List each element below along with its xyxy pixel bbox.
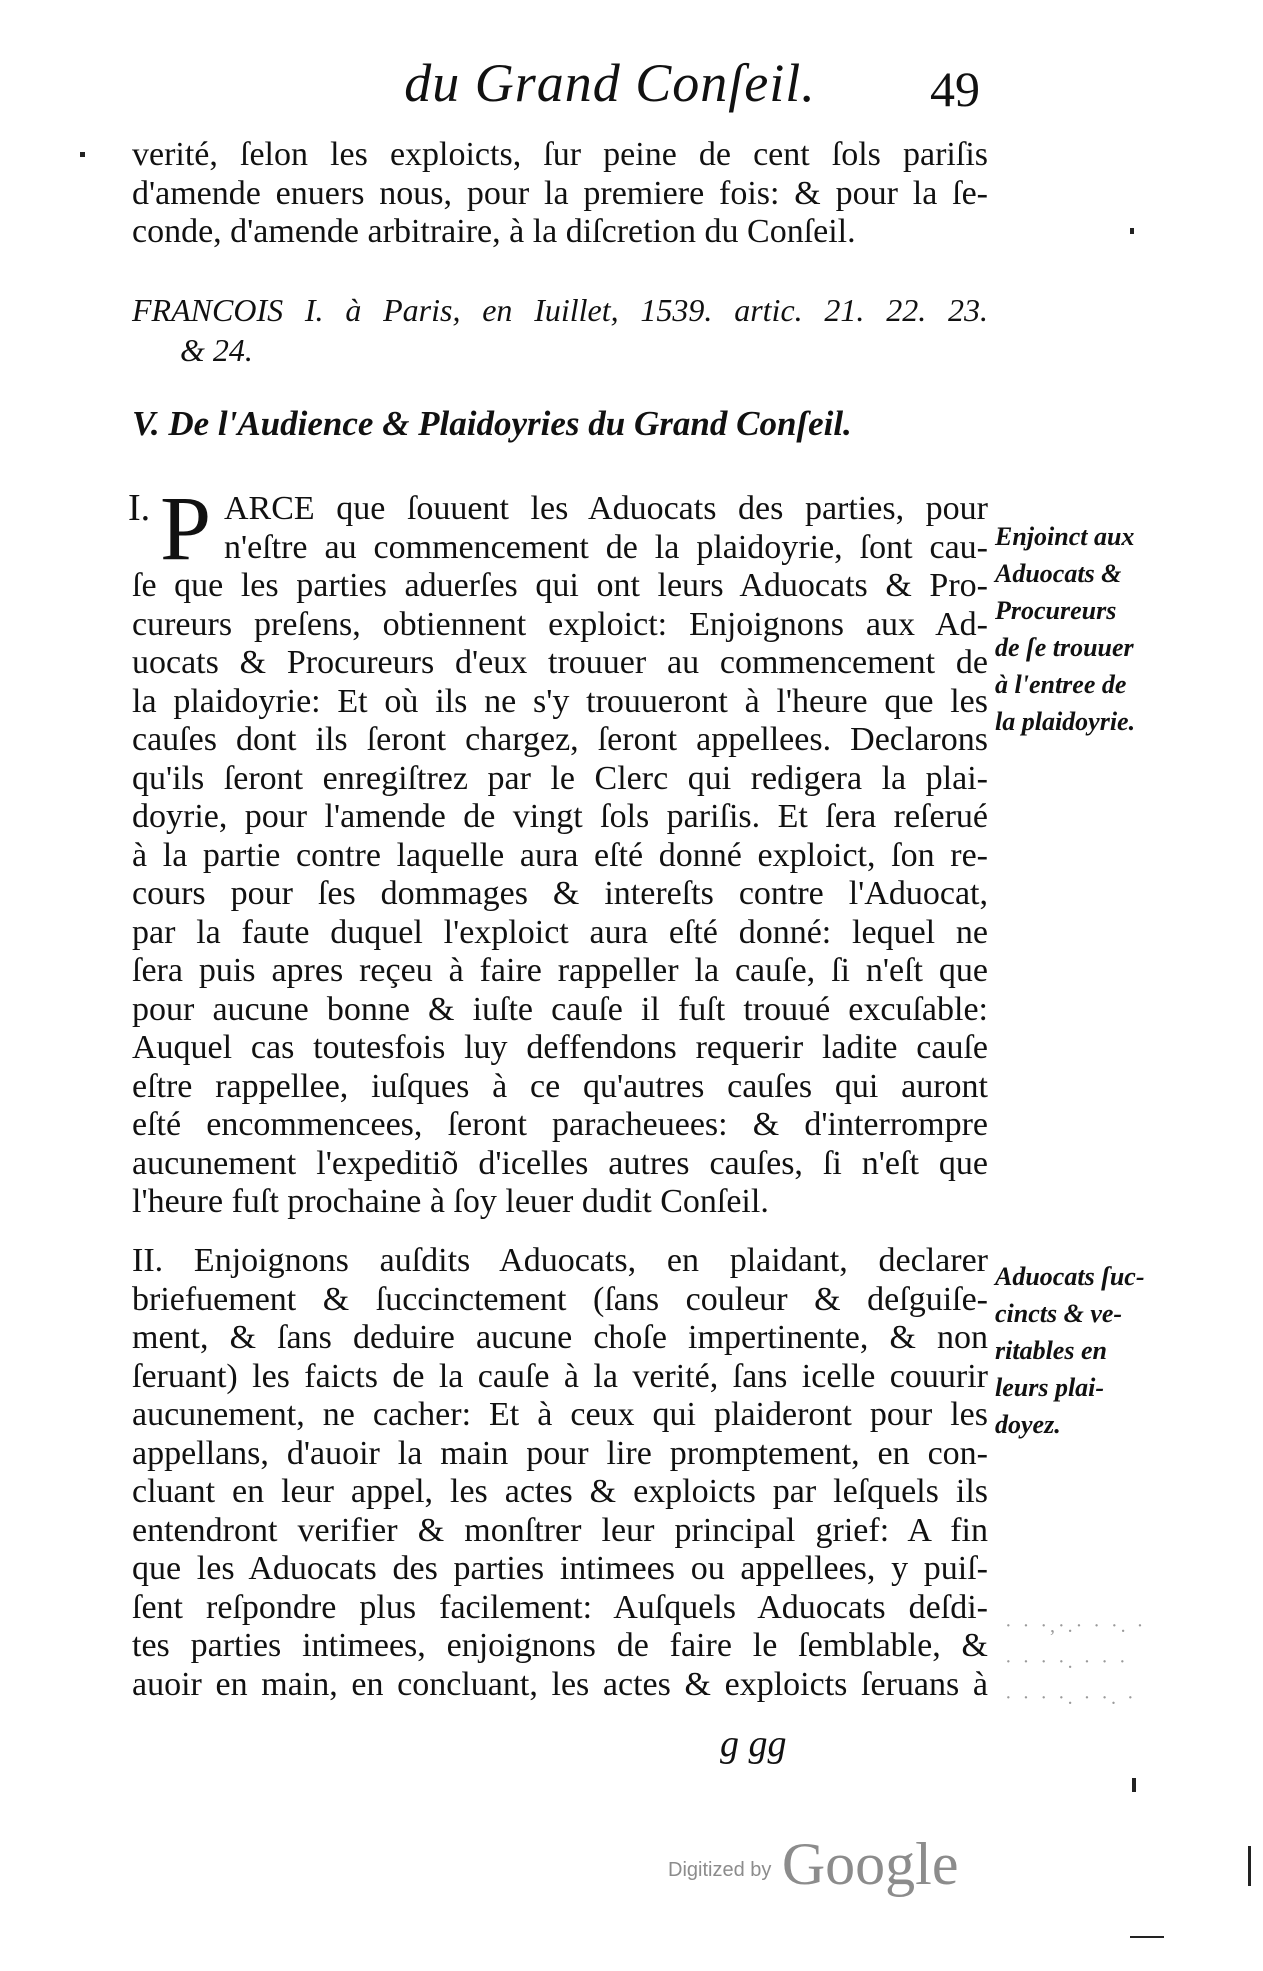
google-logo: Google xyxy=(781,1831,959,1897)
margin-note-line: Aduocats & xyxy=(995,559,1122,588)
text-line: à la partie contre laquelle aura eſté donné exploict, ſon re- xyxy=(132,836,988,874)
article-2 xyxy=(132,1242,988,1704)
text-line: Auquel cas toutesfois luy deffendons requerir ladite cauſe xyxy=(132,1029,988,1066)
citation-line: FRANCOIS I. à Paris, en Iuillet, 1539. artic. 21. 22. 23. xyxy=(132,292,988,328)
text-line: eſté encommencees, ſeront paracheuees: & d'interrompre xyxy=(132,1106,988,1143)
drop-cap: P xyxy=(160,477,212,579)
text-line: verité, ſelon les exploicts, ſur peine de cent ſols pariſis xyxy=(132,136,988,173)
text-line: ſeruant) les faicts de la cauſe à la verité, ſans icelle couurir xyxy=(132,1357,988,1395)
text-line: cureurs preſens, obtiennent exploict: Enjoignons aux Ad- xyxy=(132,605,988,643)
margin-note-line: cincts & ve- xyxy=(995,1299,1123,1328)
text-line: ment, & ſans deduire aucune choſe impertinente, & non xyxy=(132,1319,988,1356)
text-line: cluant en leur appel, les actes & exploicts par leſquels ils xyxy=(132,1473,988,1510)
margin-note-line: Enjoinct aux xyxy=(995,522,1135,551)
text-line: entendront verifier & monſtrer leur principal grief: A fin xyxy=(132,1511,988,1549)
digitized-watermark xyxy=(668,1830,958,1899)
text-line: aucunement l'expeditiõ d'icelles autres cauſes, ſi n'eſt que xyxy=(132,1144,988,1182)
margin-speck xyxy=(80,152,85,157)
text-line: appellans, d'auoir la main pour lire promptement, en con- xyxy=(132,1434,988,1472)
text-line: II. Enjoignons auſdits Aduocats, en plaidant, declarer xyxy=(132,1242,988,1279)
section-heading: V. De l'Audience & Plaidoyries du Grand Conſeil. xyxy=(132,404,852,443)
margin-note-pleadings xyxy=(995,1258,1175,1443)
text-line: ARCE que ſouuent les Aduocats des parties, pour xyxy=(224,490,988,527)
faded-bleed-through: · · ·,·.· · ·. · · · · ·. · · · · · · ·. · ·. · xyxy=(1005,1615,1147,1709)
margin-speck xyxy=(1130,228,1134,234)
text-line: qu'ils ſeront enregiſtrez par le Clerc qui redigera la plai- xyxy=(132,759,988,797)
text-line: ſe que les parties aduerſes qui ont leurs Aduocats & Pro- xyxy=(132,567,988,604)
text-line: conde, d'amende arbitraire, à la diſcretion du Conſeil. xyxy=(132,213,856,250)
page-number: 49 xyxy=(930,61,980,117)
margin-note-line: à l'entree de xyxy=(995,670,1127,699)
article-number: I. xyxy=(128,487,151,529)
margin-note-line: Aduocats ſuc- xyxy=(995,1262,1145,1291)
text-line: l'heure fuſt prochaine à ſoy leuer dudit Conſeil. xyxy=(132,1183,769,1220)
text-line: d'amende enuers nous, pour la premiere fois: & pour la ſe- xyxy=(132,174,988,212)
text-line: pour aucune bonne & iuſte cauſe il fuſt trouué excuſable: xyxy=(132,990,988,1028)
margin-speck xyxy=(1248,1846,1251,1886)
margin-note-line: de ſe trouuer xyxy=(995,633,1134,662)
article-1 xyxy=(132,477,988,1222)
text-line: ſent reſpondre plus facilement: Auſquels Aduocats deſdi- xyxy=(132,1588,988,1626)
text-line: aucunement, ne cacher: Et à ceux qui plaideront pour les xyxy=(132,1396,988,1433)
text-line: auoir en main, en concluant, les actes & exploicts ſeruans à xyxy=(132,1665,988,1703)
margin-note-attendance xyxy=(995,518,1175,740)
margin-speck xyxy=(1132,1778,1136,1792)
text-line: ſera puis apres reçeu à faire rappeller la cauſe, ſi n'eſt que xyxy=(132,952,988,989)
text-line: eſtre rappellee, iuſques à ce qu'autres cauſes qui auront xyxy=(132,1067,988,1105)
margin-note-line: la plaidoyrie. xyxy=(995,707,1136,736)
margin-speck xyxy=(1130,1936,1164,1938)
text-line: cauſes dont ils ſeront chargez, ſeront appellees. Declarons xyxy=(132,721,988,758)
text-line: par la faute duquel l'exploict aura eſté donné: lequel ne xyxy=(132,913,988,951)
text-line: uocats & Procureurs d'eux trouuer au commencement de xyxy=(132,644,988,681)
text-line: briefuement & ſuccinctement (ſans couleur & deſguiſe- xyxy=(132,1280,988,1318)
margin-note-line: Procureurs xyxy=(995,596,1117,625)
text-line: tes parties intimees, enjoignons de faire le ſemblable, & xyxy=(132,1627,988,1664)
margin-note-line: leurs plai- xyxy=(995,1373,1105,1402)
text-line: la plaidoyrie: Et où ils ne s'y trouueront à l'heure que les xyxy=(132,682,988,720)
citation xyxy=(132,290,988,370)
text-line: cours pour ſes dommages & intereſts contre l'Aduocat, xyxy=(132,875,988,912)
citation-line: & 24. xyxy=(180,332,253,368)
signature-mark: g gg xyxy=(720,1723,787,1765)
paragraph-continuation xyxy=(132,136,988,252)
margin-note-line: ritables en xyxy=(995,1336,1107,1365)
text-line: n'eſtre au commencement de la plaidoyrie, ſont cau- xyxy=(224,528,988,566)
text-line: que les Aduocats des parties intimees ou appellees, y puiſ- xyxy=(132,1550,988,1587)
watermark-prefix: Digitized by xyxy=(668,1859,772,1881)
margin-note-line: doyez. xyxy=(995,1410,1061,1439)
text-line: doyrie, pour l'amende de vingt ſols pariſis. Et ſera reſerué xyxy=(132,798,988,835)
running-title: du Grand Conſeil. xyxy=(404,53,816,113)
